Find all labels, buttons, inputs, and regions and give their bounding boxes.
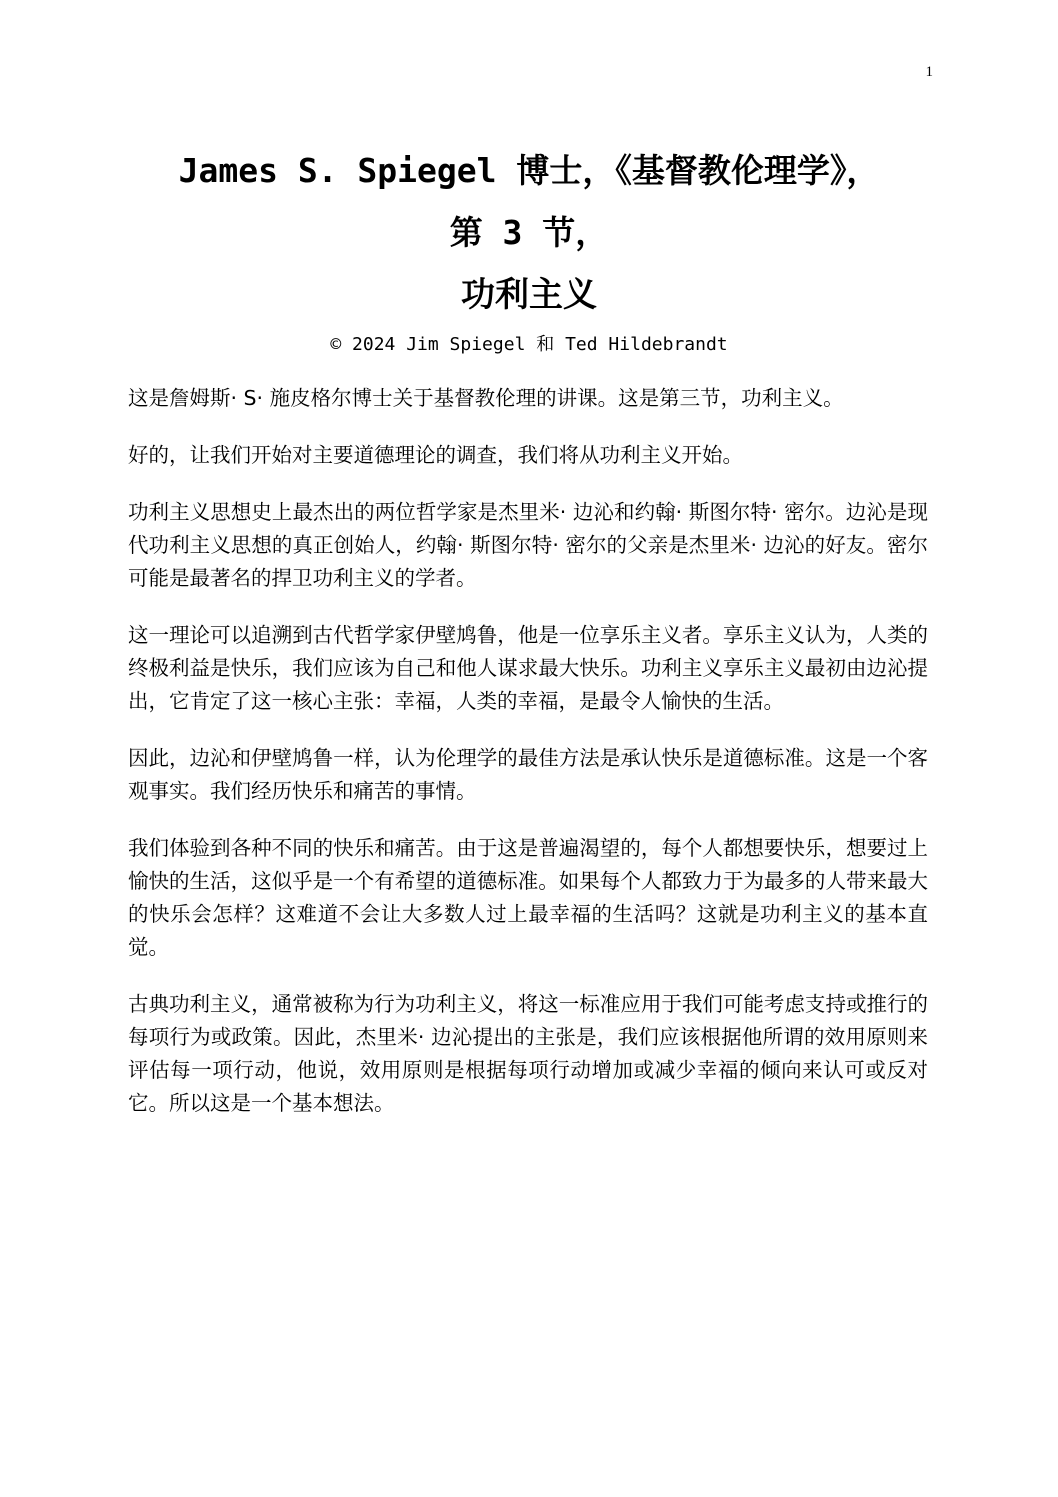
page-number: 1 <box>925 64 933 80</box>
paragraph-1: 这是詹姆斯· S· 施皮格尔博士关于基督教伦理的讲课。这是第三节，功利主义。 <box>128 386 844 410</box>
document-title-line-1: James S. Spiegel 博士，《基督教伦理学》， <box>178 151 880 190</box>
document-header <box>0 140 1058 360</box>
paragraph-4: 这一理论可以追溯到古代哲学家伊壁鸠鲁，他是一位享乐主义者。享乐主义认为，人类的终极利益是快乐，我们应该为自己和他人谋求最大快乐。功利主义享乐主义最初由边沁提出，它肯定了这一核心主张：幸福，人类的幸福，是最令人愉快的生活。 <box>128 623 928 713</box>
paragraph-3: 功利主义思想史上最杰出的两位哲学家是杰里米· 边沁和约翰· 斯图尔特· 密尔。边沁是现代功利主义思想的真正创始人，约翰· 斯图尔特· 密尔的父亲是杰里米· 边沁的好友。密尔可能是最著名的捍卫功利主义的学者。 <box>128 500 928 590</box>
paragraph-6: 我们体验到各种不同的快乐和痛苦。由于这是普遍渴望的，每个人都想要快乐，想要过上愉快的生活，这似乎是一个有希望的道德标准。如果每个人都致力于为最多的人带来最大的快乐会怎样？这难道不会让大多数人过上最幸福的生活吗？这就是功利主义的基本直觉。 <box>128 836 928 959</box>
document-title-line-2: 第 3 节， <box>449 213 609 252</box>
document-title-line-3: 功利主义 <box>461 275 597 315</box>
document-body <box>128 382 928 1144</box>
paragraph-5: 因此，边沁和伊壁鸠鲁一样，认为伦理学的最佳方法是承认快乐是道德标准。这是一个客观事实。我们经历快乐和痛苦的事情。 <box>128 746 928 803</box>
paragraph-7: 古典功利主义，通常被称为行为功利主义，将这一标准应用于我们可能考虑支持或推行的每项行为或政策。因此，杰里米· 边沁提出的主张是，我们应该根据他所谓的效用原则来评估每一项行动，他说，效用原则是根据每项行动增加或减少幸福的倾向来认可或反对它。所以这是一个基本想法。 <box>128 992 928 1115</box>
copyright-notice: © 2024 Jim Spiegel 和 Ted Hildebrandt <box>330 334 728 355</box>
paragraph-2: 好的，让我们开始对主要道德理论的调查，我们将从功利主义开始。 <box>128 443 743 467</box>
